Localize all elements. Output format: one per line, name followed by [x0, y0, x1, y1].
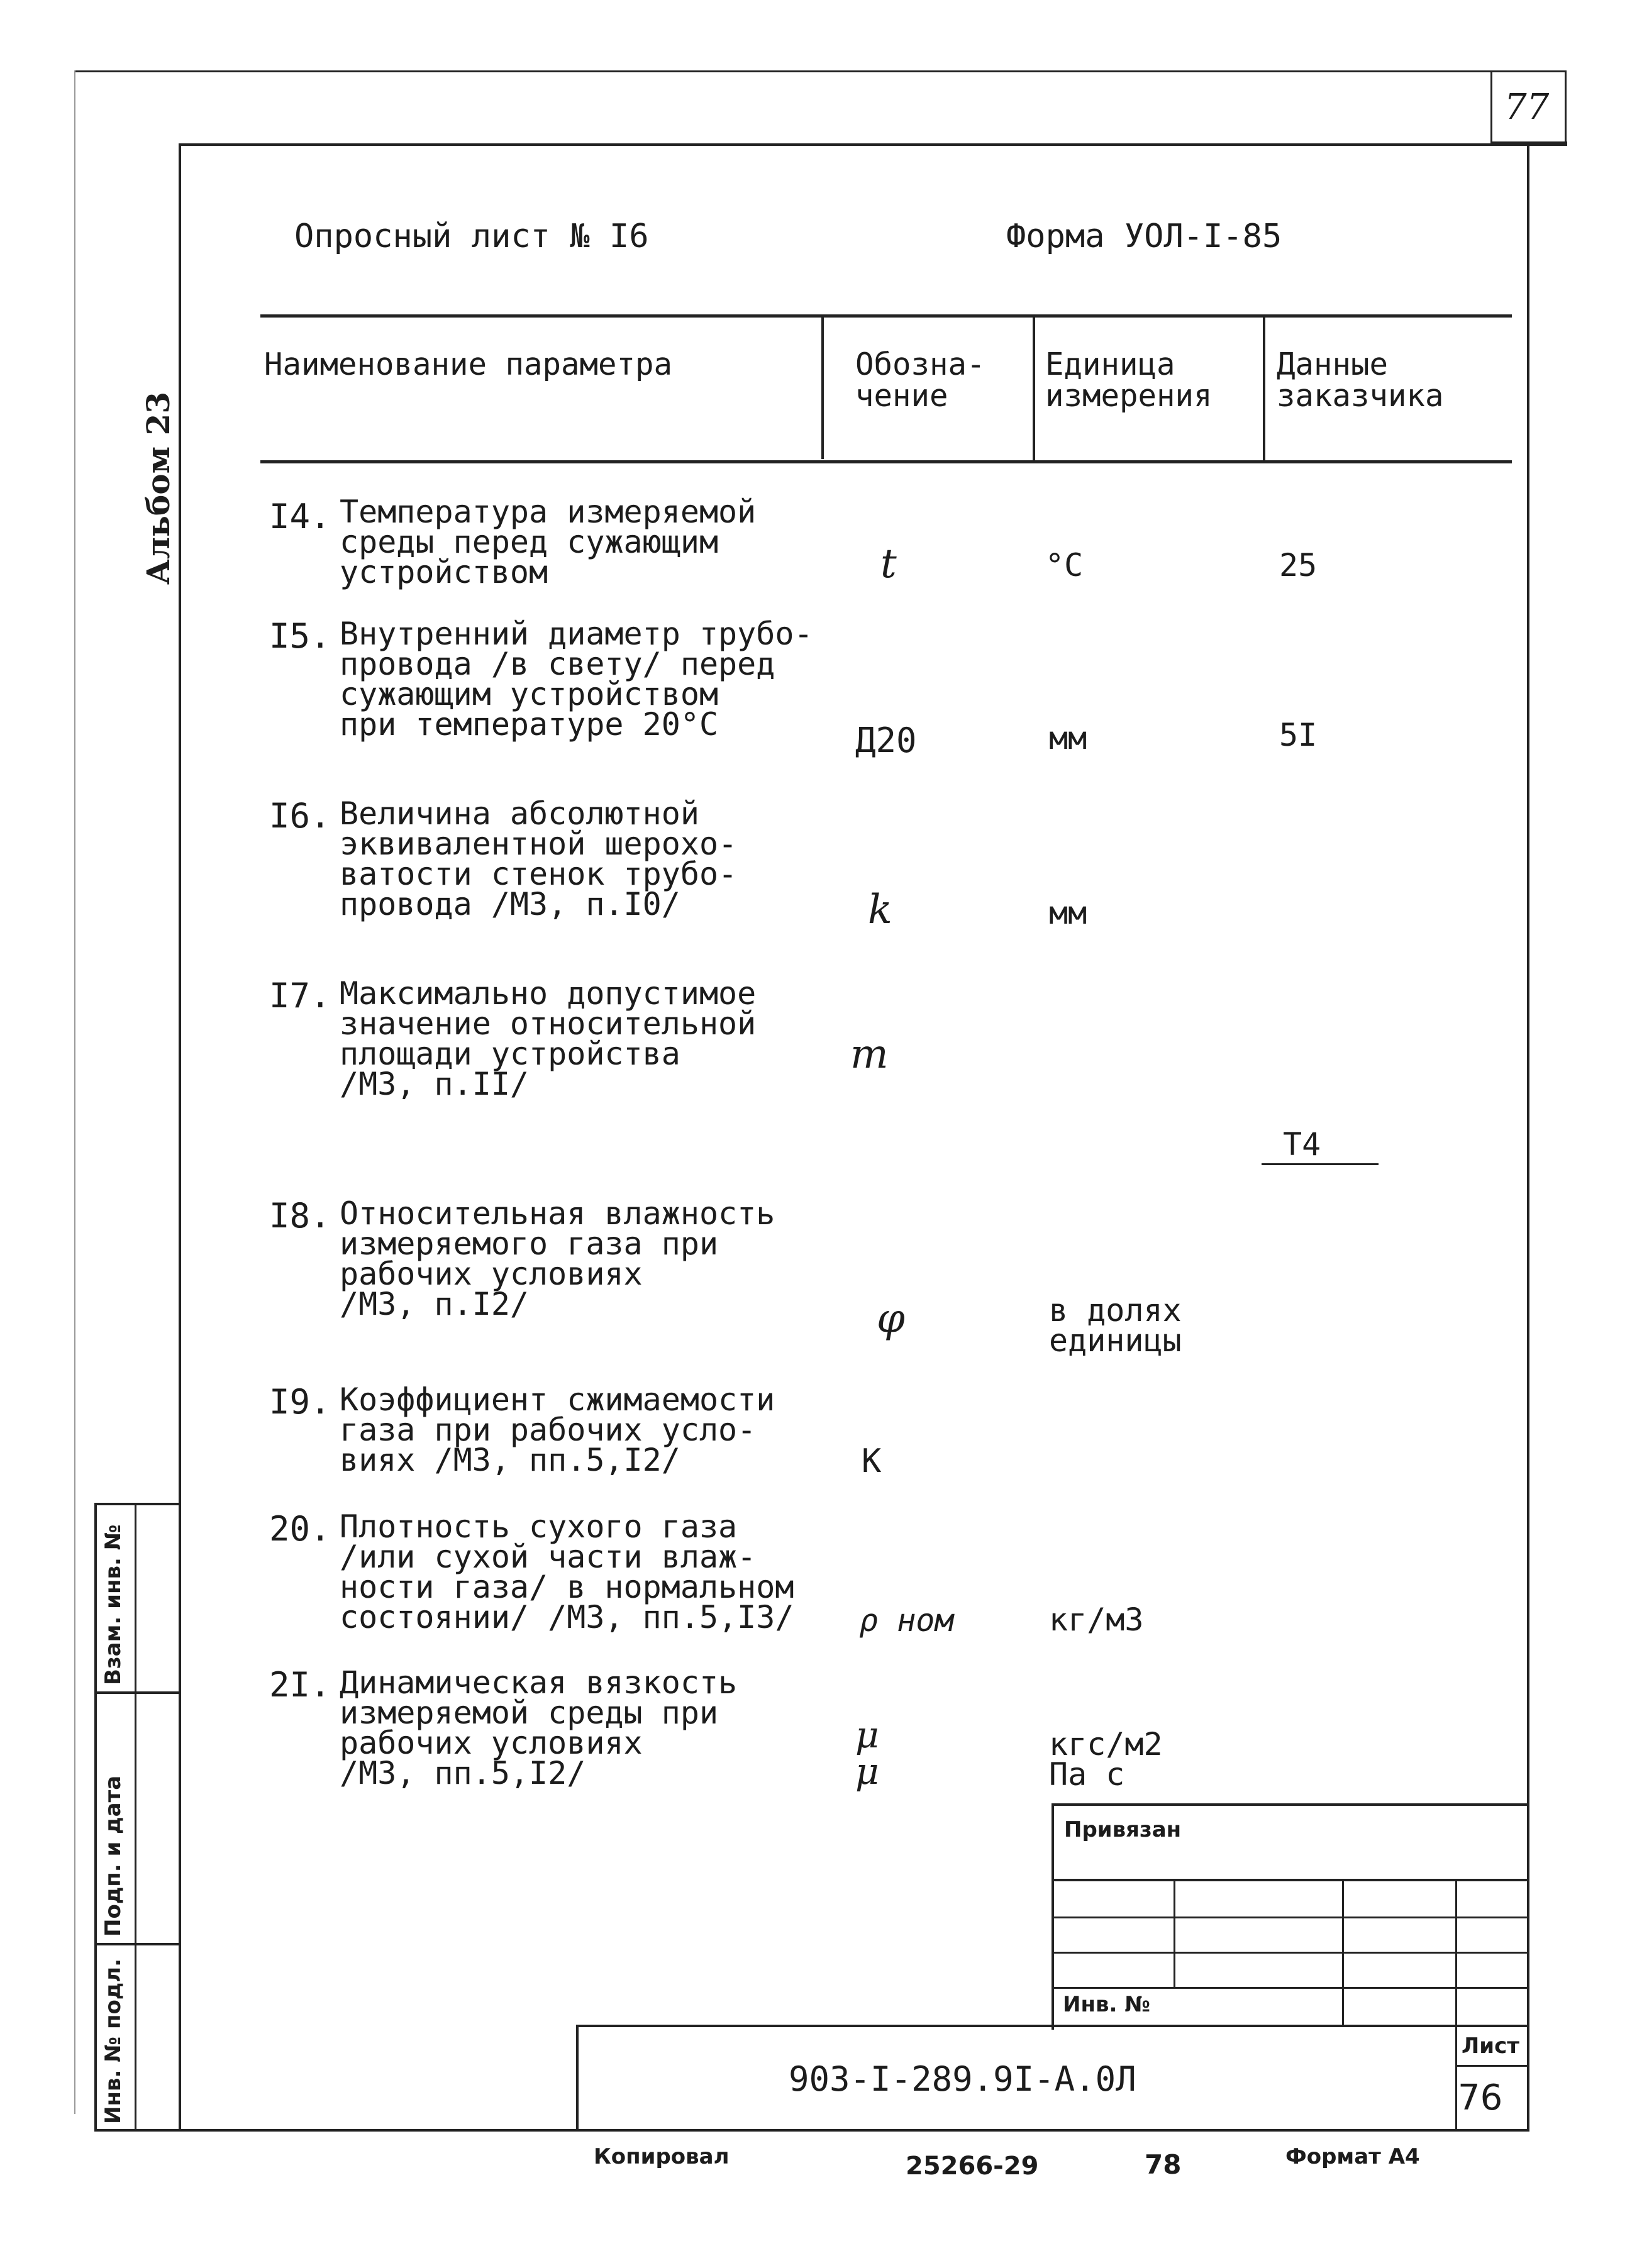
form-code: Форма УОЛ-I-85 [1006, 218, 1282, 255]
row-number: I5. [269, 616, 331, 656]
row-parameter-text: Динамическая вязкость измеряемой среды при рабочих условиях /МЗ, пп.5,I2/ [340, 1664, 738, 1791]
side-stamp-top [94, 1503, 181, 1505]
row-symbol: m [850, 1031, 889, 1078]
title-block-privyazan: Привязан [1064, 1817, 1182, 1842]
row-symbol: t [880, 541, 897, 587]
row-parameter-text: Плотность сухого газа /или сухой части влаж- ности газа/ в нормальном состоянии/ /МЗ, пп.5,I3/ [340, 1508, 794, 1635]
sheet-label: Лист [1462, 2033, 1519, 2059]
document-code: 903-I-289.9I-А.0Л [789, 2059, 1136, 2099]
doc-code-box-left [576, 2025, 579, 2132]
row-number: I8. [269, 1196, 331, 1236]
row-symbol: k [868, 887, 892, 933]
title-block-col-1 [1174, 1879, 1175, 1987]
row-symbol: Д20 [855, 721, 917, 760]
table-header-divider-1 [821, 318, 824, 459]
footer-copied: Копировал [594, 2144, 730, 2169]
row-customer-data: 5I [1279, 717, 1318, 753]
frame-top [179, 143, 1567, 146]
table-header-bottom-rule [260, 460, 1512, 463]
side-stamp-divider [135, 1503, 136, 2132]
row-parameter-text: Максимально допустимое значение относительной площади устройства /МЗ, п.II/ [340, 975, 757, 1102]
side-stamp-podp-data: Подп. и дата [101, 1775, 126, 1937]
row-parameter-text: Температура измеряемой среды перед сужающим устройством [340, 494, 757, 590]
table-header-divider-2 [1033, 318, 1035, 462]
row-unit: в долях единицы [1049, 1292, 1182, 1359]
row-parameter-text: Внутренний диаметр трубо- провода /в свету/ перед сужающим устройством при температуре 20°C [340, 616, 813, 743]
column-header-name: Наименование параметра [264, 346, 673, 382]
side-stamp-vzam-inv: Взам. инв. № [101, 1524, 126, 1685]
title-block-inv-no: Инв. № [1063, 1992, 1151, 2017]
table-header-top-rule [260, 314, 1512, 318]
frame-left [179, 143, 181, 2130]
sheet-number: 76 [1458, 2077, 1503, 2118]
row-number: I6. [269, 796, 331, 836]
side-stamp-sep-1 [94, 1691, 181, 1694]
column-header-unit: Единица измерения [1045, 346, 1212, 414]
row-unit: кг/м3 [1049, 1601, 1144, 1638]
side-stamp-left [94, 1503, 97, 2132]
row-number: 2I. [269, 1665, 331, 1705]
row-number: I4. [269, 497, 331, 536]
row-number: I9. [269, 1382, 331, 1422]
column-header-data: Данные заказчика [1277, 346, 1444, 414]
row-customer-data: T4 [1283, 1126, 1321, 1163]
page-number-box-left [1490, 70, 1492, 143]
row-parameter-text: Величина абсолютной эквивалентной шерохо- ватости стенок трубо- провода /МЗ, п.I0/ [340, 795, 738, 922]
row-symbol: К [862, 1442, 882, 1480]
row-unit: мм [1049, 895, 1087, 931]
outer-left-scan-edge [74, 70, 75, 2114]
footer-order-number: 25266-29 [906, 2152, 1039, 2181]
customer-data-underline [1262, 1163, 1379, 1165]
sheet-label-sep [1455, 2065, 1529, 2067]
title-block-top [1052, 1803, 1528, 1806]
row-unit: мм [1049, 720, 1087, 756]
row-customer-data: 25 [1279, 547, 1318, 584]
title-block-col-3 [1455, 1879, 1457, 2130]
row-symbol: μ μ [855, 1713, 879, 1793]
outer-top-border [74, 70, 1566, 72]
questionnaire-title: Опросный лист № I6 [294, 218, 649, 255]
album-label: Альбом 23 [140, 391, 177, 585]
row-unit: кгс/м2 Па с [1049, 1726, 1163, 1793]
side-stamp-sep-2 [94, 1943, 181, 1945]
table-header-divider-3 [1263, 318, 1265, 462]
footer-format: Формат А4 [1285, 2144, 1420, 2169]
row-unit: °C [1045, 547, 1084, 584]
row-number: I7. [269, 976, 331, 1015]
row-parameter-text: Относительная влажность измеряемого газа при рабочих условиях /МЗ, п.I2/ [340, 1195, 775, 1322]
frame-bottom [94, 2129, 1529, 2132]
row-symbol: ρ ном [859, 1602, 954, 1639]
column-header-symbol: Обозна- чение [855, 346, 985, 414]
side-stamp-inv-podl: Инв. № подл. [101, 1958, 126, 2124]
row-number: 20. [269, 1509, 331, 1549]
page-number-box-right [1565, 70, 1567, 143]
row-symbol: φ [877, 1295, 905, 1342]
page-number: 77 [1504, 87, 1550, 128]
footer-order-number-2: 78 [1145, 2149, 1182, 2180]
title-block-col-2 [1342, 1879, 1344, 2025]
row-parameter-text: Коэффициент сжимаемости газа при рабочих усло- виях /МЗ, пп.5,I2/ [340, 1381, 775, 1478]
doc-code-box-top [576, 2025, 1529, 2027]
frame-right [1527, 143, 1529, 2130]
